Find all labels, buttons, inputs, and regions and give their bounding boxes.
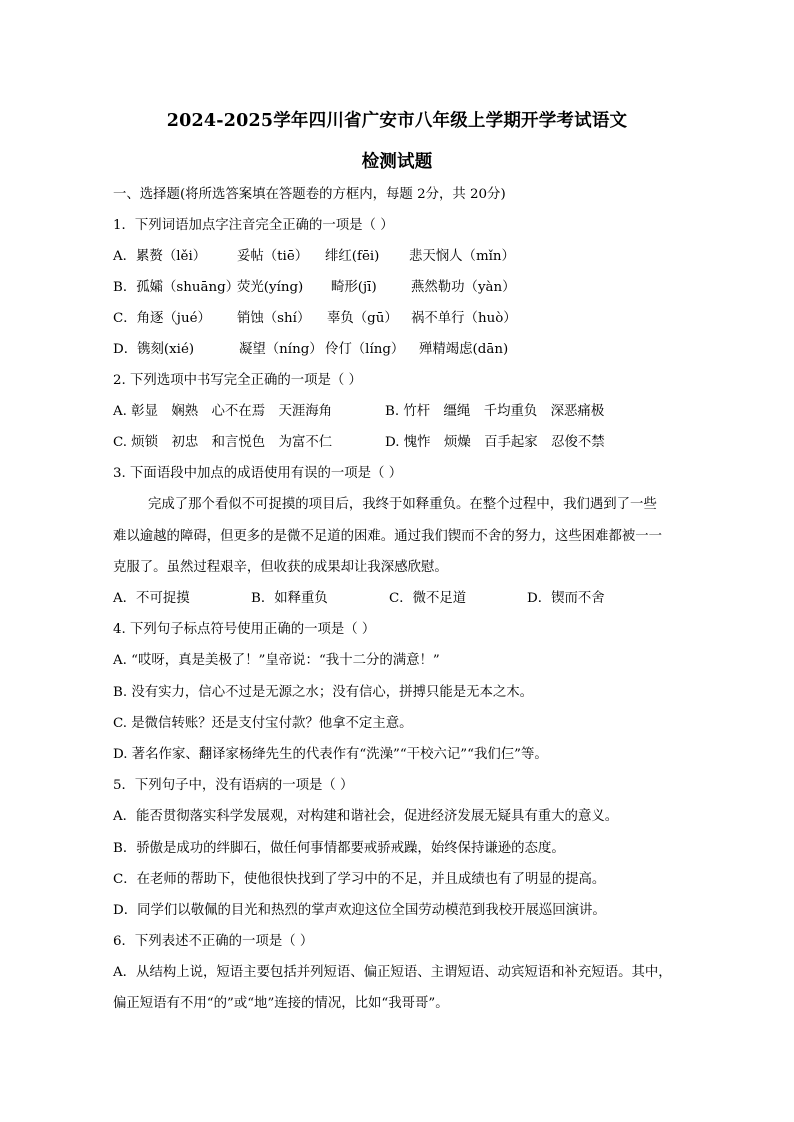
q1-c-word4: 祸不单行（huò） <box>411 311 517 326</box>
q2-option-a: A. 彰显 娴熟 心不在焉 天涯海角 <box>113 404 333 419</box>
q2-option-b: B. 竹杆 缰绳 千均重负 深恶痛极 <box>385 404 605 419</box>
q6-option-a-line2: 偏正短语有不用“的”或“地”连接的情况，比如“我哥哥”。 <box>113 996 449 1011</box>
q3-passage-line3: 克服了。虽然过程艰辛，但收获的成果却让我深感欣慰。 <box>113 560 448 575</box>
q1-d-word4: 殚精竭虑(dān) <box>419 342 509 357</box>
q3-passage-line1: 完成了那个看似不可捉摸的项目后，我终于如释重负。在整个过程中，我们遇到了一些 <box>148 497 657 512</box>
q1-b-word3: 畸形(jī) <box>331 280 377 295</box>
q3-option-c: C．微不足道 <box>389 591 467 606</box>
q5-option-c: C．在老师的帮助下，使他很快找到了学习中的不足，并且成绩也有了明显的提高。 <box>113 872 606 887</box>
q1-a-word2: 妥帖（tiē） <box>237 249 309 264</box>
q5-option-a: A．能否贯彻落实科学发展观，对构建和谐社会，促进经济发展无疑具有重大的意义。 <box>113 809 619 824</box>
q1-b-word1: B．孤孀（shuāng） <box>113 280 240 295</box>
q1-c-word1: C．角逐（jué） <box>113 311 211 326</box>
q4-stem: 4. 下列句子标点符号使用正确的一项是（ ） <box>113 622 376 637</box>
section-heading: 一、选择题(将所选答案填在答题卷的方框内，每题 2分，共 20分) <box>113 187 506 202</box>
q3-option-d: D．锲而不舍 <box>527 591 605 606</box>
q3-stem: 3. 下面语段中加点的成语使用有误的一项是（ ） <box>113 466 403 481</box>
q2-option-d: D. 愧怍 烦燥 百手起家 忍俊不禁 <box>385 435 605 450</box>
exam-title-line2: 检测试题 <box>361 152 433 172</box>
q1-c-word3: 辜负（gū） <box>327 311 398 326</box>
q1-d-word1: D．镌刻(xié) <box>113 342 195 357</box>
q2-stem: 2. 下列选项中书写完全正确的一项是（ ） <box>113 373 362 388</box>
q1-d-word3: 伶仃（líng） <box>325 342 405 357</box>
q3-passage-line2: 难以逾越的障碍，但更多的是微不足道的困难。通过我们锲而不舍的努力，这些困难都被一一 <box>113 529 663 544</box>
q1-stem: 1．下列词语加点字注音完全正确的一项是（ ） <box>113 218 394 233</box>
q1-c-word2: 销蚀（shí） <box>237 311 311 326</box>
q5-option-d: D．同学们以敬佩的目光和热烈的掌声欢迎这位全国劳动模范到我校开展巡回演讲。 <box>113 903 606 918</box>
q4-option-b: B. 没有实力，信心不过是无源之水；没有信心，拼搏只能是无本之木。 <box>113 685 534 700</box>
q4-option-c: C. 是微信转账？还是支付宝付款？他拿不定主意。 <box>113 716 413 731</box>
q1-a-word4: 悲天悯人（mǐn） <box>409 249 515 264</box>
q1-b-word4: 燕然勒功（yàn） <box>411 280 516 295</box>
q6-stem: 6．下列表述不正确的一项是（ ） <box>113 934 314 949</box>
q6-option-a-line1: A．从结构上说，短语主要包括并列短语、偏正短语、主谓短语、动宾短语和补充短语。其中， <box>113 965 672 980</box>
q4-option-d: D. 著名作家、翻译家杨绛先生的代表作有“洗澡”“干校六记”“我们仨”等。 <box>113 747 548 762</box>
q1-a-word3: 绯红(fēi) <box>325 249 380 264</box>
q3-option-a: A．不可捉摸 <box>113 591 190 606</box>
q3-option-b: B．如释重负 <box>251 591 328 606</box>
q4-option-a: A. “哎呀，真是美极了！”皇帝说：“我十二分的满意！” <box>113 653 440 668</box>
q1-d-word2: 凝望（níng） <box>239 342 323 357</box>
q2-option-c: C. 烦锁 初忠 和言悦色 为富不仁 <box>113 435 333 450</box>
exam-title-line1: 2024-2025学年四川省广安市八年级上学期开学考试语文 <box>166 111 628 131</box>
q5-option-b: B．骄傲是成功的绊脚石，做任何事情都要戒骄戒躁，始终保持谦逊的态度。 <box>113 841 565 856</box>
q5-stem: 5．下列句子中，没有语病的一项是（ ） <box>113 778 354 793</box>
q1-b-word2: 荧光(yíng) <box>237 280 304 295</box>
q1-a-word1: A．累赘（lěi） <box>113 249 207 264</box>
